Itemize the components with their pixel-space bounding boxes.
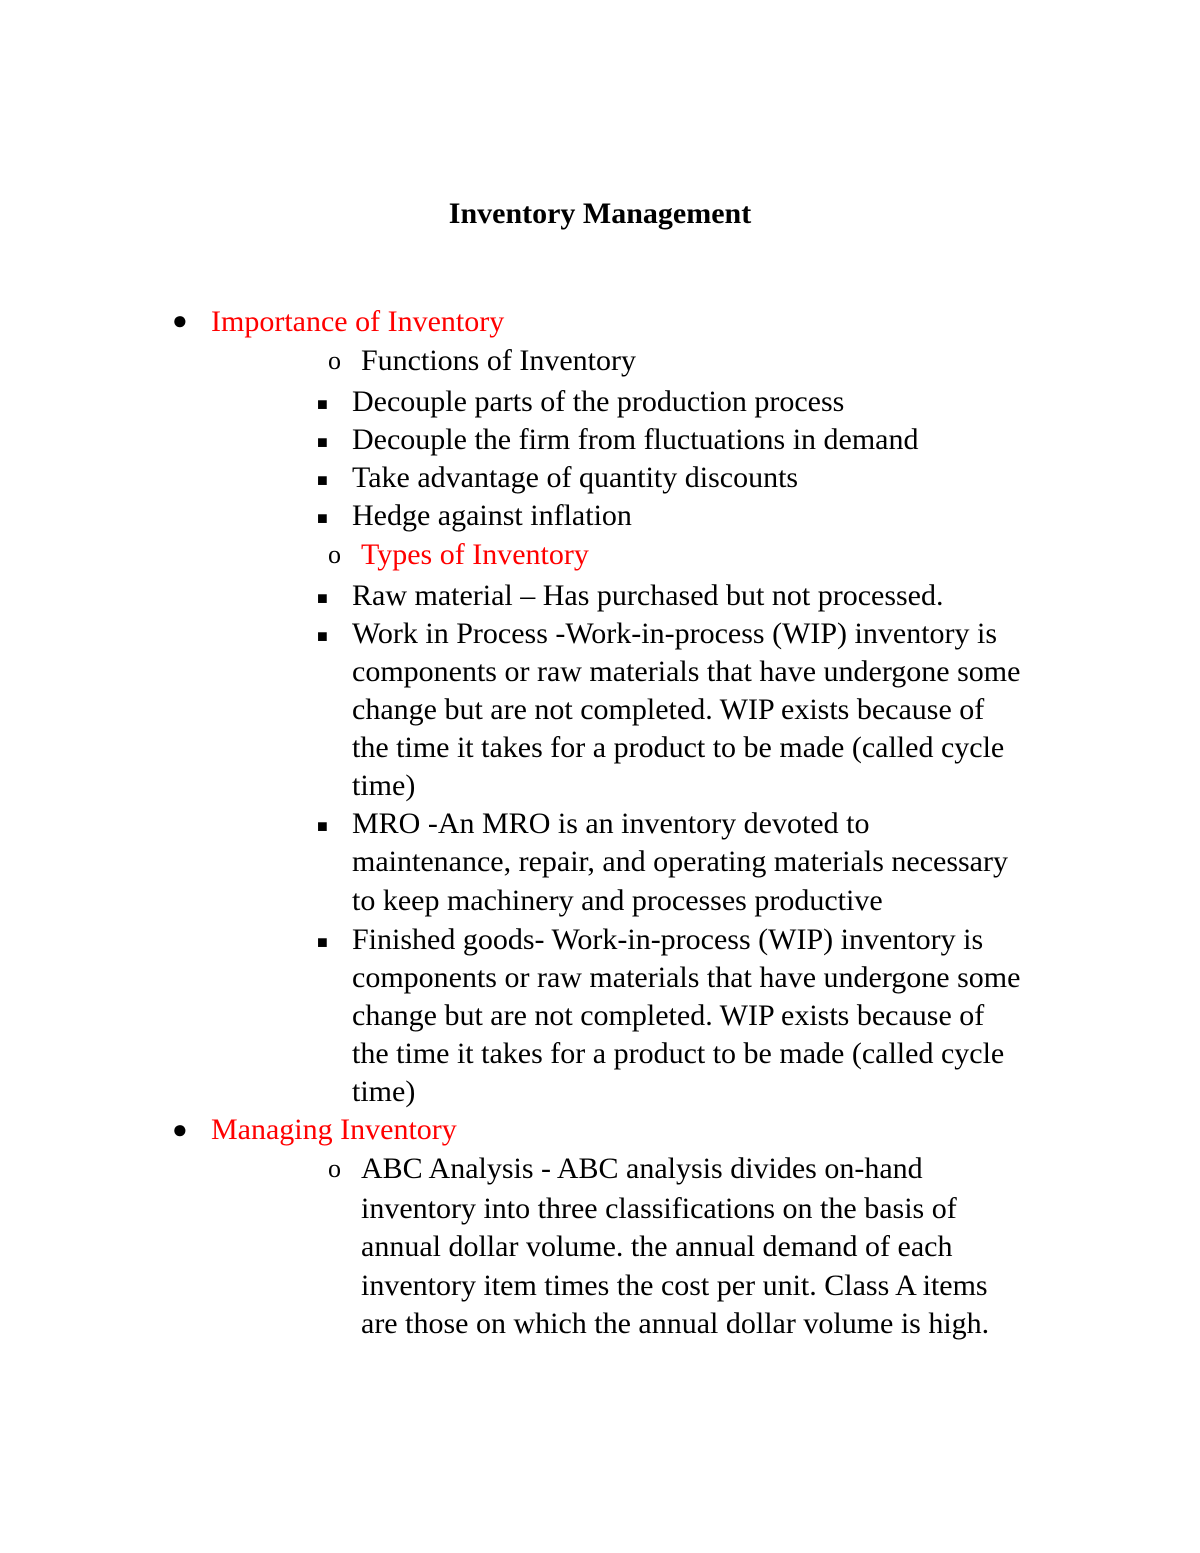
list-item: Decouple the firm from fluctuations in demand	[352, 423, 919, 456]
list-item-line: the time it takes for a product to be made (called cycle	[352, 731, 1005, 764]
square-bullet-icon: ■	[317, 932, 328, 952]
list-item: Take advantage of quantity discounts	[352, 461, 799, 494]
list-item: Decouple parts of the production process	[352, 385, 845, 418]
subsection-heading-types: Types of Inventory	[361, 538, 589, 571]
subsection-heading-functions: Functions of Inventory	[361, 344, 636, 377]
list-item-line: to keep machinery and processes productive	[352, 884, 883, 917]
section-heading-managing: Managing Inventory	[211, 1113, 457, 1146]
list-item: Hedge against inflation	[352, 499, 632, 532]
disc-bullet-icon: ●	[172, 306, 188, 335]
list-item-line: inventory into three classifications on the basis of	[361, 1192, 957, 1225]
list-item-line: annual dollar volume. the annual demand of each	[361, 1230, 953, 1263]
circle-bullet-icon: o	[328, 1154, 341, 1183]
square-bullet-icon: ■	[317, 470, 328, 490]
square-bullet-icon: ■	[317, 394, 328, 414]
list-item-line: time)	[352, 769, 416, 802]
list-item-line: change but are not completed. WIP exists because of	[352, 693, 985, 726]
list-item-line: components or raw materials that have undergone some	[352, 655, 1021, 688]
list-item-line: are those on which the annual dollar volume is high.	[361, 1307, 990, 1340]
list-item-line: Finished goods- Work-in-process (WIP) inventory is	[352, 923, 984, 956]
list-item-line: maintenance, repair, and operating materials necessary	[352, 845, 1008, 878]
list-item: Raw material – Has purchased but not processed.	[352, 579, 944, 612]
page-title: Inventory Management	[448, 197, 752, 230]
square-bullet-icon: ■	[317, 508, 328, 528]
square-bullet-icon: ■	[317, 816, 328, 836]
list-item-line: ABC Analysis - ABC analysis divides on-hand	[361, 1152, 923, 1185]
square-bullet-icon: ■	[317, 626, 328, 646]
list-item-line: time)	[352, 1075, 416, 1108]
list-item-line: the time it takes for a product to be made (called cycle	[352, 1037, 1005, 1070]
circle-bullet-icon: o	[328, 540, 341, 569]
list-item-line: Work in Process -Work-in-process (WIP) inventory is	[352, 617, 998, 650]
square-bullet-icon: ■	[317, 588, 328, 608]
disc-bullet-icon: ●	[172, 1115, 188, 1144]
square-bullet-icon: ■	[317, 432, 328, 452]
section-heading-importance: Importance of Inventory	[211, 305, 505, 338]
circle-bullet-icon: o	[328, 346, 341, 375]
list-item-line: MRO -An MRO is an inventory devoted to	[352, 807, 870, 840]
list-item-line: components or raw materials that have undergone some	[352, 961, 1021, 994]
list-item-line: inventory item times the cost per unit. Class A items	[361, 1269, 988, 1302]
list-item-line: change but are not completed. WIP exists because of	[352, 999, 985, 1032]
